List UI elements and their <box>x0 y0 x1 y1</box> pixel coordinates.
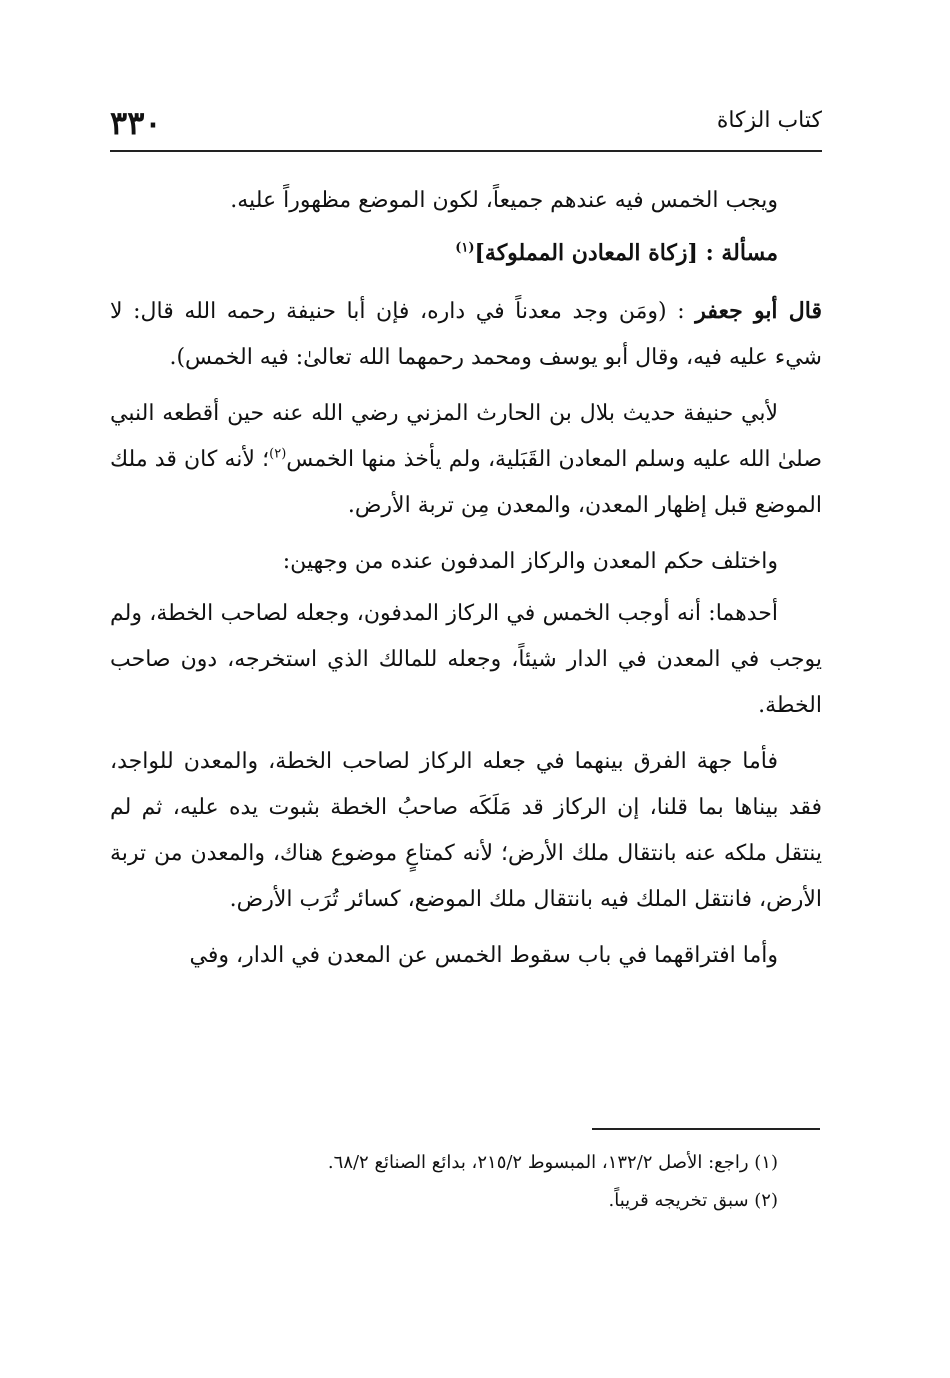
paragraph-5: أحدهما: أنه أوجب الخمس في الركاز المدفون، وجعله لصاحب الخطة، ولم يوجب في المعدن في الدار شيئاً، وجعله للمالك الذي استخرجه، دون صاحب الخطة. <box>110 601 822 718</box>
paragraph-1: ويجب الخمس فيه عندهم جميعاً، لكون الموضع مظهوراً عليه. <box>230 188 778 213</box>
running-title: كتاب الزكاة <box>716 108 822 133</box>
footnote-ref-1: (١) <box>455 240 475 256</box>
running-header <box>110 100 822 152</box>
footnote-separator <box>592 1128 820 1130</box>
speaker-name: قال أبو جعفر <box>695 298 823 324</box>
section-heading <box>110 230 822 276</box>
paragraph-3-part-2: ؛ لأنه كان قد ملك الموضع قبل إظهار المعدن، والمعدن مِن تربة الأرض. <box>110 447 822 518</box>
heading-prefix: مسألة : <box>697 240 778 266</box>
heading-title: [زكاة المعادن المملوكة] <box>474 240 698 266</box>
footnotes <box>110 1144 822 1220</box>
paragraph-3-part-1: لأبي حنيفة حديث بلال بن الحارث المزني رضي الله عنه حين أقطعه النبي صلىٰ الله عليه وسلم المعادن القَبَلية، ولم يأخذ منها الخمس <box>110 401 823 472</box>
paragraph-2 <box>110 288 822 381</box>
footnote-1: (١) راجع: الأصل ١٣٢/٢، المبسوط ٢١٥/٢، بدائع الصنائع ٦٨/٢. <box>327 1152 778 1173</box>
footnote-ref-2: (٢) <box>269 446 287 462</box>
paragraph-3 <box>110 391 822 529</box>
paragraph-7: وأما افتراقهما في باب سقوط الخمس عن المعدن في الدار، وفي <box>189 943 778 968</box>
footnote-2: (٢) سبق تخريجه قريباً. <box>608 1190 778 1211</box>
main-text <box>110 178 822 989</box>
paragraph-4: واختلف حكم المعدن والركاز المدفون عنده من وجهين: <box>282 549 778 574</box>
paragraph-6: فأما جهة الفرق بينهما في جعله الركاز لصاحب الخطة، والمعدن للواجد، فقد بيناها بما قلنا، إن الركاز قد مَلَكَه صاحبُ الخطة بثبوت يده عليه، ثم لم ينتقل ملكه عنه بانتقال ملك الأرض؛ لأنه كمتاعٍ موضوع هناك، والمعدن من تربة الأرض، فانتقل الملك فيه بانتقال ملك الموضع، كسائر تُرَب الأرض. <box>110 749 822 912</box>
paragraph-2-text: : (ومَن وجد معدناً في داره، فإن أبا حنيفة رحمه الله قال: لا شيء عليه فيه، وقال أبو يوسف ومحمد رحمهما الله تعالىٰ: فيه الخمس). <box>110 299 822 370</box>
page-number: ٣٣٠ <box>110 104 162 142</box>
